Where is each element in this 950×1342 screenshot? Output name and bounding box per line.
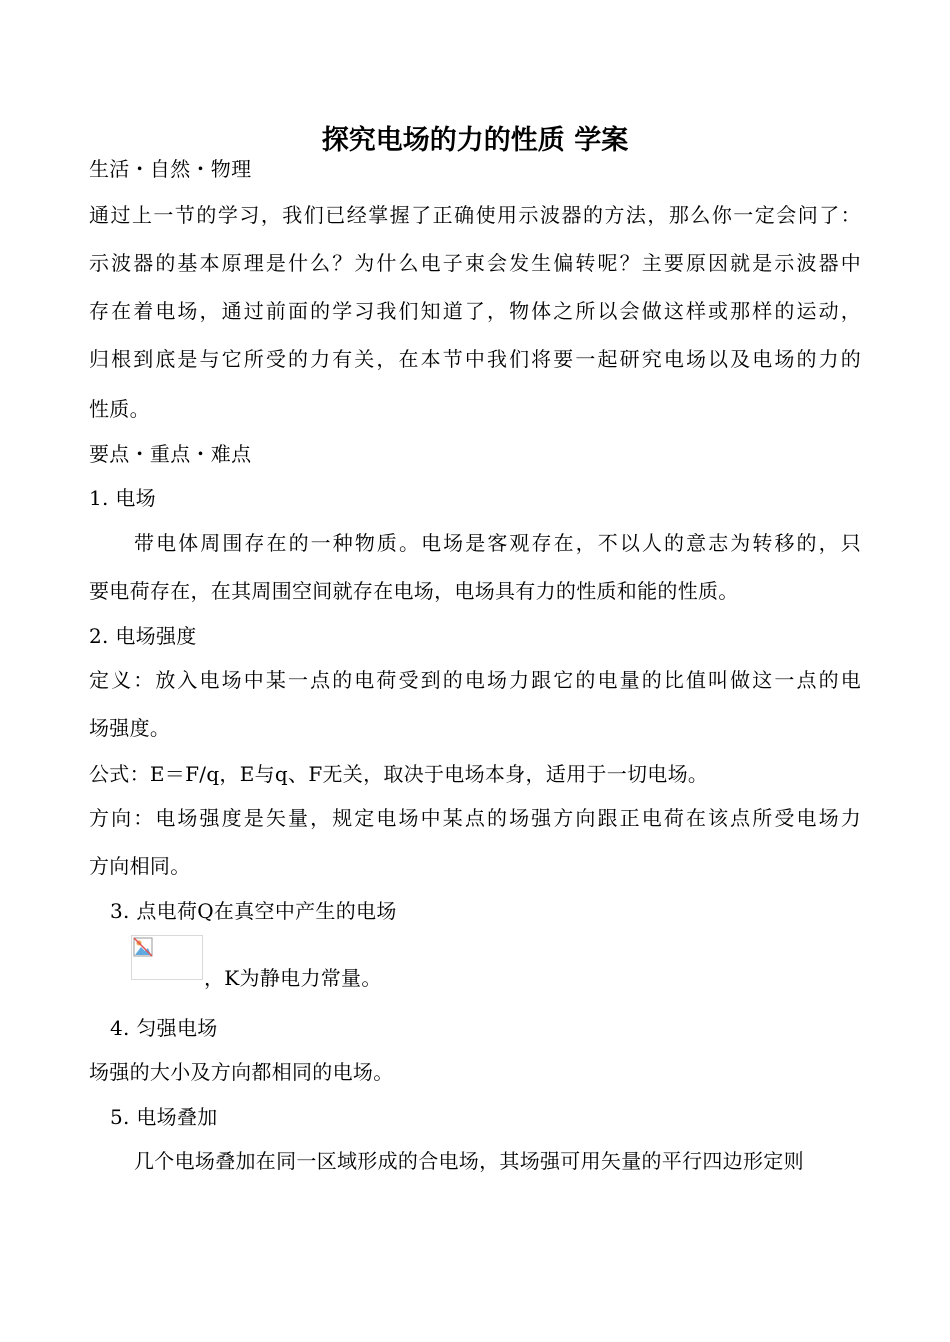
point-2-direction-line-1: 方向：电场强度是矢量，规定电场中某点的场强方向跟正电荷在该点所受电场力 [89, 806, 861, 830]
section-heading-key-points: 要点・重点・难点 [89, 442, 252, 466]
point-1-body-line-1: 带电体周围存在的一种物质。电场是客观存在，不以人的意志为转移的，只 [134, 531, 861, 555]
document-title: 探究电场的力的性质 学案 [321, 125, 629, 156]
intro-line-2: 示波器的基本原理是什么？为什么电子束会发生偏转呢？主要原因就是示波器中 [89, 251, 861, 275]
point-2-heading: 2. 电场强度 [89, 624, 197, 648]
point-2-definition-line-1: 定义：放入电场中某一点的电荷受到的电场力跟它的电量的比值叫做这一点的电 [89, 668, 861, 692]
point-2-definition-line-2: 场强度。 [89, 716, 171, 740]
intro-line-1: 通过上一节的学习，我们已经掌握了正确使用示波器的方法，那么你一定会问了： [89, 203, 861, 227]
point-5-body: 几个电场叠加在同一区域形成的合电场，其场强可用矢量的平行四边形定则 [134, 1149, 804, 1173]
formula-image-placeholder [131, 935, 203, 980]
point-2-formula: 公式：E＝F/q，E与q、F无关，取决于电场本身，适用于一切电场。 [89, 762, 709, 786]
point-3-heading: 3. 点电荷Q在真空中产生的电场 [110, 899, 397, 923]
intro-line-3: 存在着电场，通过前面的学习我们知道了，物体之所以会做这样或那样的运动， [89, 299, 861, 323]
intro-line-4: 归根到底是与它所受的力有关，在本节中我们将要一起研究电场以及电场的力的 [89, 347, 861, 371]
point-4-heading: 4. 匀强电场 [110, 1016, 218, 1040]
point-2-direction-line-2: 方向相同。 [89, 854, 191, 878]
intro-line-5: 性质。 [89, 397, 150, 421]
point-1-body-line-2: 要电荷存在，在其周围空间就存在电场，电场具有力的性质和能的性质。 [89, 579, 739, 603]
section-heading-life: 生活・自然・物理 [89, 157, 252, 181]
point-3-constant-note: ，K为静电力常量。 [204, 966, 382, 990]
point-4-body: 场强的大小及方向都相同的电场。 [89, 1060, 394, 1084]
point-5-heading: 5. 电场叠加 [110, 1105, 218, 1129]
point-1-heading: 1. 电场 [89, 486, 156, 510]
